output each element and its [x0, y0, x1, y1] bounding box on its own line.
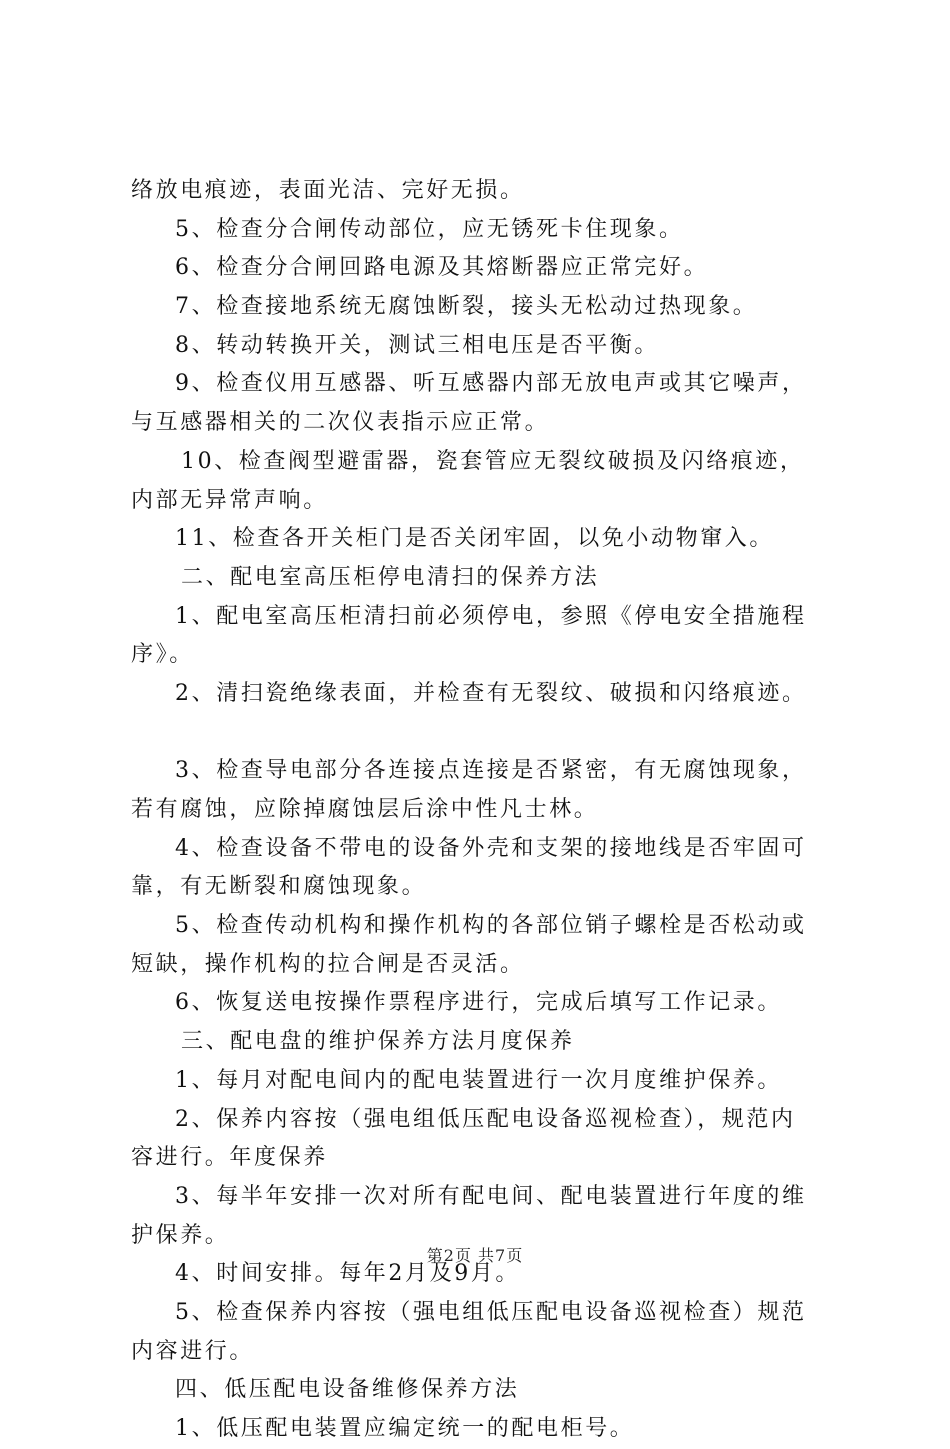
text-line: 5、检查分合闸传动部位，应无锈死卡住现象。 [175, 216, 684, 242]
text-line: 6、检查分合闸回路电源及其熔断器应正常完好。 [175, 255, 709, 281]
text-line: 靠，有无断裂和腐蚀现象。 [131, 874, 427, 900]
text-line: 1、低压配电装置应编定统一的配电柜号。 [175, 1416, 635, 1441]
section-heading: 四、低压配电设备维修保养方法 [175, 1377, 520, 1403]
text-line: 与互感器相关的二次仪表指示应正常。 [131, 410, 550, 436]
text-line: 序》。 [131, 642, 194, 668]
section-heading: 三、配电盘的维护保养方法月度保养 [181, 1029, 575, 1055]
text-line: 2、清扫瓷绝缘表面，并检查有无裂纹、破损和闪络痕迹。 [175, 680, 807, 706]
text-line: 6、恢复送电按操作票程序进行，完成后填写工作记录。 [175, 990, 782, 1016]
section-heading: 二、配电室高压柜停电清扫的保养方法 [181, 564, 600, 590]
text-line: 5、检查保养内容按（强电组低压配电设备巡视检查）规范 [175, 1299, 807, 1325]
text-line: 7、检查接地系统无腐蚀断裂，接头无松动过热现象。 [175, 294, 758, 320]
text-line: 10、检查阀型避雷器，瓷套管应无裂纹破损及闪络痕迹， [181, 448, 805, 474]
text-line: 4、时间安排。每年2月及9月。 [175, 1261, 520, 1287]
text-line: 络放电痕迹，表面光洁、完好无损。 [131, 178, 525, 203]
text-line: 1、配电室高压柜清扫前必须停电，参照《停电安全措施程 [175, 603, 807, 629]
text-line: 3、检查导电部分各连接点连接是否紧密，有无腐蚀现象， [175, 758, 807, 784]
text-line: 4、检查设备不带电的设备外壳和支架的接地线是否牢固可 [175, 835, 807, 861]
text-line: 2、保养内容按（强电组低压配电设备巡视检查），规范内 [175, 1106, 796, 1132]
page-number-footer: 第2页 共7页 [426, 1246, 524, 1265]
text-line: 若有腐蚀，应除掉腐蚀层后涂中性凡士林。 [131, 797, 599, 822]
text-line: 5、检查传动机构和操作机构的各部位销子螺栓是否松动或 [175, 913, 807, 939]
text-line: 9、检查仪用互感器、听互感器内部无放电声或其它噪声， [175, 371, 807, 397]
text-line: 8、转动转换开关，测试三相电压是否平衡。 [175, 332, 659, 358]
text-line: 容进行。年度保养 [131, 1145, 328, 1171]
text-line: 内部无异常声响。 [131, 487, 328, 513]
text-line: 1、每月对配电间内的配电装置进行一次月度维护保养。 [175, 1067, 782, 1093]
text-line: 11、检查各开关柜门是否关闭牢固，以免小动物窜入。 [175, 526, 774, 552]
text-line: 短缺，操作机构的拉合闸是否灵活。 [131, 951, 525, 977]
text-line: 护保养。 [131, 1222, 230, 1248]
paragraph-gap [131, 714, 831, 753]
text-line: 3、每半年安排一次对所有配电间、配电装置进行年度的维 [175, 1183, 807, 1209]
text-line: 内容进行。 [131, 1338, 255, 1364]
